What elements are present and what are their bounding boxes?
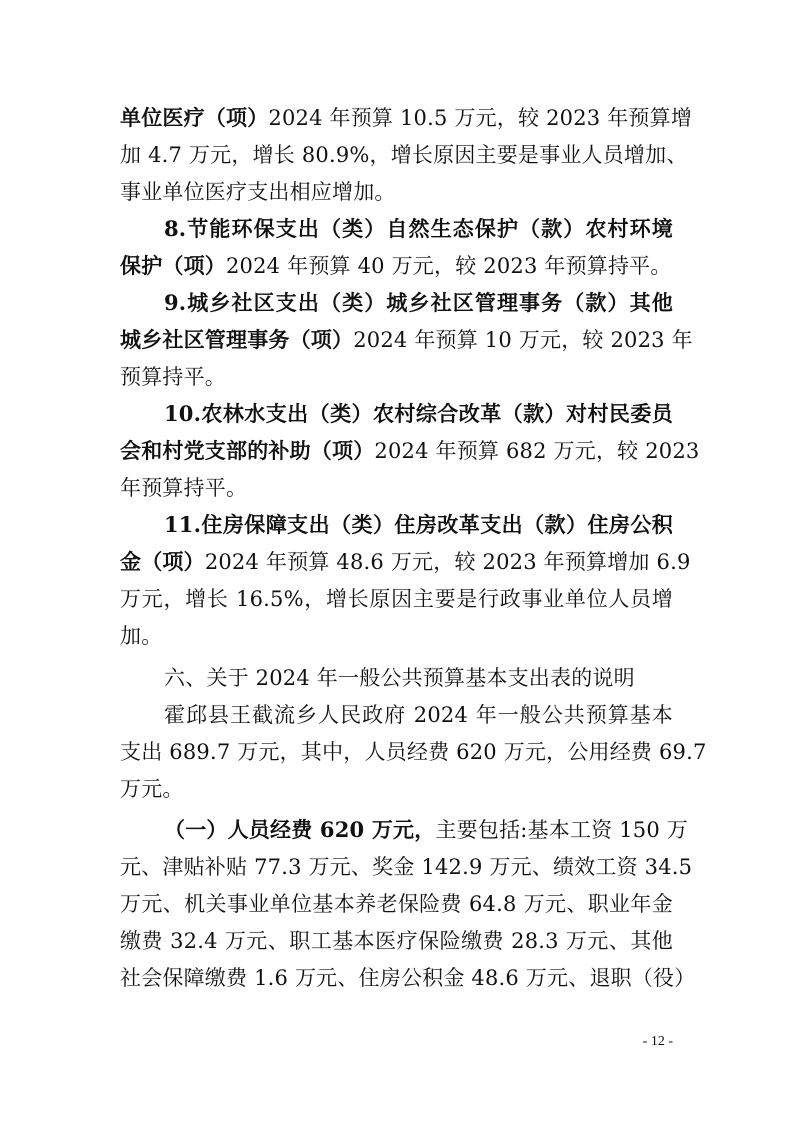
text-line: 万元、机关事业单位基本养老保险费 64.8 万元、职业年金 <box>120 892 673 916</box>
section-heading-10: 10.农林水支出（类）农村综合改革（款）对村民委员 <box>164 401 673 426</box>
page-number: - 12 - <box>642 1034 673 1049</box>
text-line: 单位医疗（项）2024 年预算 10.5 万元，较 2023 年预算增 <box>120 105 693 130</box>
section-heading-11: 11.住房保障支出（类）住房改革支出（款）住房公积 <box>164 512 673 537</box>
text-line: 城乡社区管理事务（项）2024 年预算 10 万元，较 2023 年 <box>120 327 693 352</box>
section-heading-9: 9.城乡社区支出（类）城乡社区管理事务（款）其他 <box>164 290 673 315</box>
text-line: 加 4.7 万元，增长 80.9%，增长原因主要是事业人员增加、 <box>120 143 688 167</box>
text-line: 万元，增长 16.5%，增长原因主要是行政事业单位人员增 <box>120 587 673 611</box>
text-line: 社会保障缴费 1.6 万元、住房公积金 48.6 万元、退职（役） <box>120 966 696 990</box>
text-line: 加。 <box>120 624 163 648</box>
section-heading-8: 8.节能环保支出（类）自然生态保护（款）农村环境 <box>164 216 673 241</box>
text-line: 元、津贴补贴 77.3 万元、奖金 142.9 万元、绩效工资 34.5 <box>120 855 693 879</box>
text-line: 缴费 32.4 万元、职工基本医疗保险缴费 28.3 万元、其他 <box>120 929 673 953</box>
subsection-personnel-funds: （一）人员经费 620 万元，主要包括:基本工资 150 万 <box>164 817 688 842</box>
text-line: 会和村党支部的补助（项）2024 年预算 682 万元，较 2023 <box>120 438 700 463</box>
text-line: 万元。 <box>120 777 184 801</box>
text-line: 事业单位医疗支出相应增加。 <box>120 180 396 204</box>
text-line: 支出 689.7 万元，其中，人员经费 620 万元，公用经费 69.7 <box>120 740 707 764</box>
text-line: 霍邱县王截流乡人民政府 2024 年一般公共预算基本 <box>164 703 673 727</box>
text-line: 保护（项）2024 年预算 40 万元，较 2023 年预算持平。 <box>120 253 672 278</box>
section-title-six: 六、关于 2024 年一般公共预算基本支出表的说明 <box>164 666 635 690</box>
text-line: 金（项）2024 年预算 48.6 万元，较 2023 年预算增加 6.9 <box>120 549 691 574</box>
text-line: 年预算持平。 <box>120 476 248 500</box>
text-line: 预算持平。 <box>120 365 226 389</box>
